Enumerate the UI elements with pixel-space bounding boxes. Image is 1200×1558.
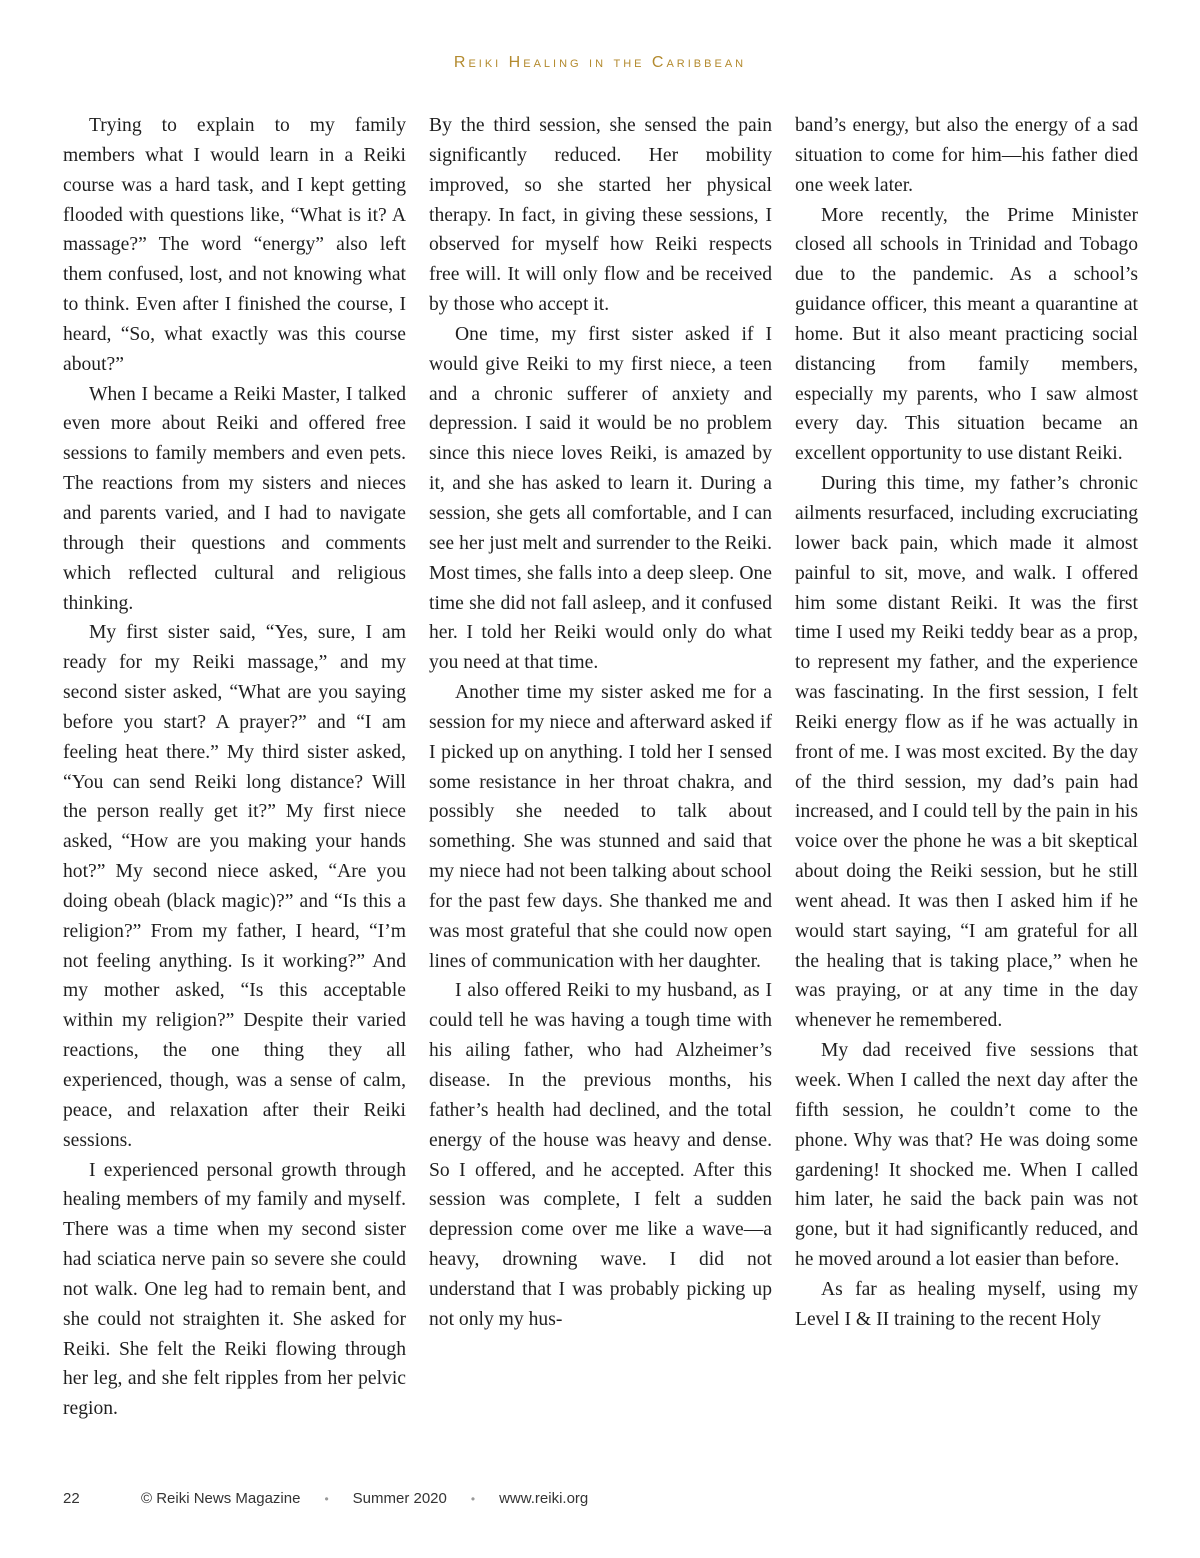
paragraph: As far as healing myself, using my Level I & II training to the recent Holy (795, 1278, 1138, 1330)
paragraph-continued: By the third session, she sensed the pain significantly reduced. Her mobility improved, so she started her physical therapy. In fact, in giving these sessions, I observed for myself how Reiki respects free will. It will only flow and be received by those who accept it. (429, 115, 772, 316)
paragraph-continued: band’s energy, but also the energy of a sad situation to come for him—his father died one week later. (795, 115, 1138, 196)
separator-dot-icon: • (470, 1491, 476, 1506)
text-column-3 (795, 111, 1138, 1335)
issue-date: Summer 2020 (352, 1490, 447, 1507)
paragraph: My first sister said, “Yes, sure, I am ready for my Reiki massage,” and my second sister asked, “What are you saying before you start? A prayer?” and “I am feeling heat there.” My third sister asked, “You can send Reiki long distance? Will the person really get it?” My first niece asked, “How are you making your hands hot?” My second niece asked, “Are you doing obeah (black magic)?” and “Is this a religion?” From my father, I heard, “I’m not feeling anything. Is it working?” And my mother asked, “Is this acceptable within my religion?” Despite their varied reactions, the one thing they all experienced, though, was a sense of calm, peace, and relaxation after their Reiki sessions. (63, 622, 406, 1151)
paragraph: I experienced personal growth through healing members of my family and myself. There was a time when my second sister had sciatica nerve pain so severe she could not walk. One leg had to remain bent, and she could not straighten it. She asked for Reiki. She felt the Reiki flowing through her leg, and she felt ripples from her pelvic region. (63, 1159, 406, 1420)
paragraph: One time, my first sister asked if I would give Reiki to my first niece, a teen and a chronic sufferer of anxiety and depression. I said it would be no problem since this niece loves Reiki, is amazed by it, and she has asked to learn it. During a session, she gets all comfortable, and I can see her just melt and surrender to the Reiki. Most times, she falls into a deep sleep. One time she did not fall asleep, and it confused her. I told her Reiki would only do what you need at that time. (429, 323, 772, 674)
paragraph: I also offered Reiki to my husband, as I could tell he was having a tough time with his ailing father, who had Alzheimer’s disease. In the previous months, his father’s health had declined, and the total energy of the house was heavy and dense. So I offered, and he accepted. After this session was complete, I felt a sudden depression come over me like a wave—a heavy, drowning wave. I did not understand that I was probably picking up not only my hus- (429, 980, 772, 1330)
separator-dot-icon: • (324, 1491, 329, 1506)
running-header: Reiki Healing in the Caribbean (453, 54, 747, 71)
paragraph: Another time my sister asked me for a session for my niece and afterward asked if I picked up on anything. I told her I sensed some resistance in her throat chakra, and possibly she needed to talk about something. She was stunned and said that my niece had not been talking about school for the past few days. She thanked me and was most grateful that she could now open lines of communication with her daughter. (429, 682, 772, 972)
paragraph: Trying to explain to my family members what I would learn in a Reiki course was a hard task, and I kept getting flooded with questions like, “What is it? A massage?” The word “energy” also left them confused, lost, and not knowing what to think. Even after I finished the course, I heard, “So, what exactly was this course about?” (63, 115, 406, 375)
text-column-1 (63, 111, 406, 1424)
page-number: 22 (63, 1490, 80, 1507)
page-footer (63, 1490, 588, 1507)
paragraph: During this time, my father’s chronic ailments resurfaced, including excruciating lower back pain, which made it almost painful to sit, move, and walk. I offered him some distant Reiki. It was the first time I used my Reiki teddy bear as a prop, to represent my father, and the experience was fascinating. In the first session, I felt Reiki energy flow as if he was actually in front of me. I was most excited. By the day of the third session, my dad’s pain had increased, and I could tell by the pain in his voice over the phone he was a bit skeptical about doing the Reiki session, but he still went ahead. It was then I asked him if he would start saying, “I am grateful for all the healing that is taking place,” when he was praying, or at any time in the day whenever he remembered. (795, 473, 1138, 1032)
paragraph: More recently, the Prime Minister closed all schools in Trinidad and Tobago due to the pandemic. As a school’s guidance officer, this meant a quarantine at home. But it also meant practicing social distancing from family members, especially my parents, who I saw almost every day. This situation became an excellent opportunity to use distant Reiki. (795, 204, 1138, 465)
paragraph: When I became a Reiki Master, I talked even more about Reiki and offered free sessions to family members and even pets. The reactions from my sisters and nieces and parents varied, and I had to navigate through their questions and comments which reflected cultural and religious thinking. (63, 383, 406, 614)
website-link[interactable]: www.reiki.org (499, 1490, 589, 1507)
paragraph: My dad received five sessions that week. When I called the next day after the fifth session, he couldn’t come to the phone. Why was that? He was doing some gardening! It shocked me. When I called him later, he said the back pain was not gone, but it had significantly reduced, and he moved around a lot easier than before. (795, 1040, 1138, 1271)
publication-name: © Reiki News Magazine (141, 1490, 301, 1507)
text-column-2 (429, 111, 772, 1335)
